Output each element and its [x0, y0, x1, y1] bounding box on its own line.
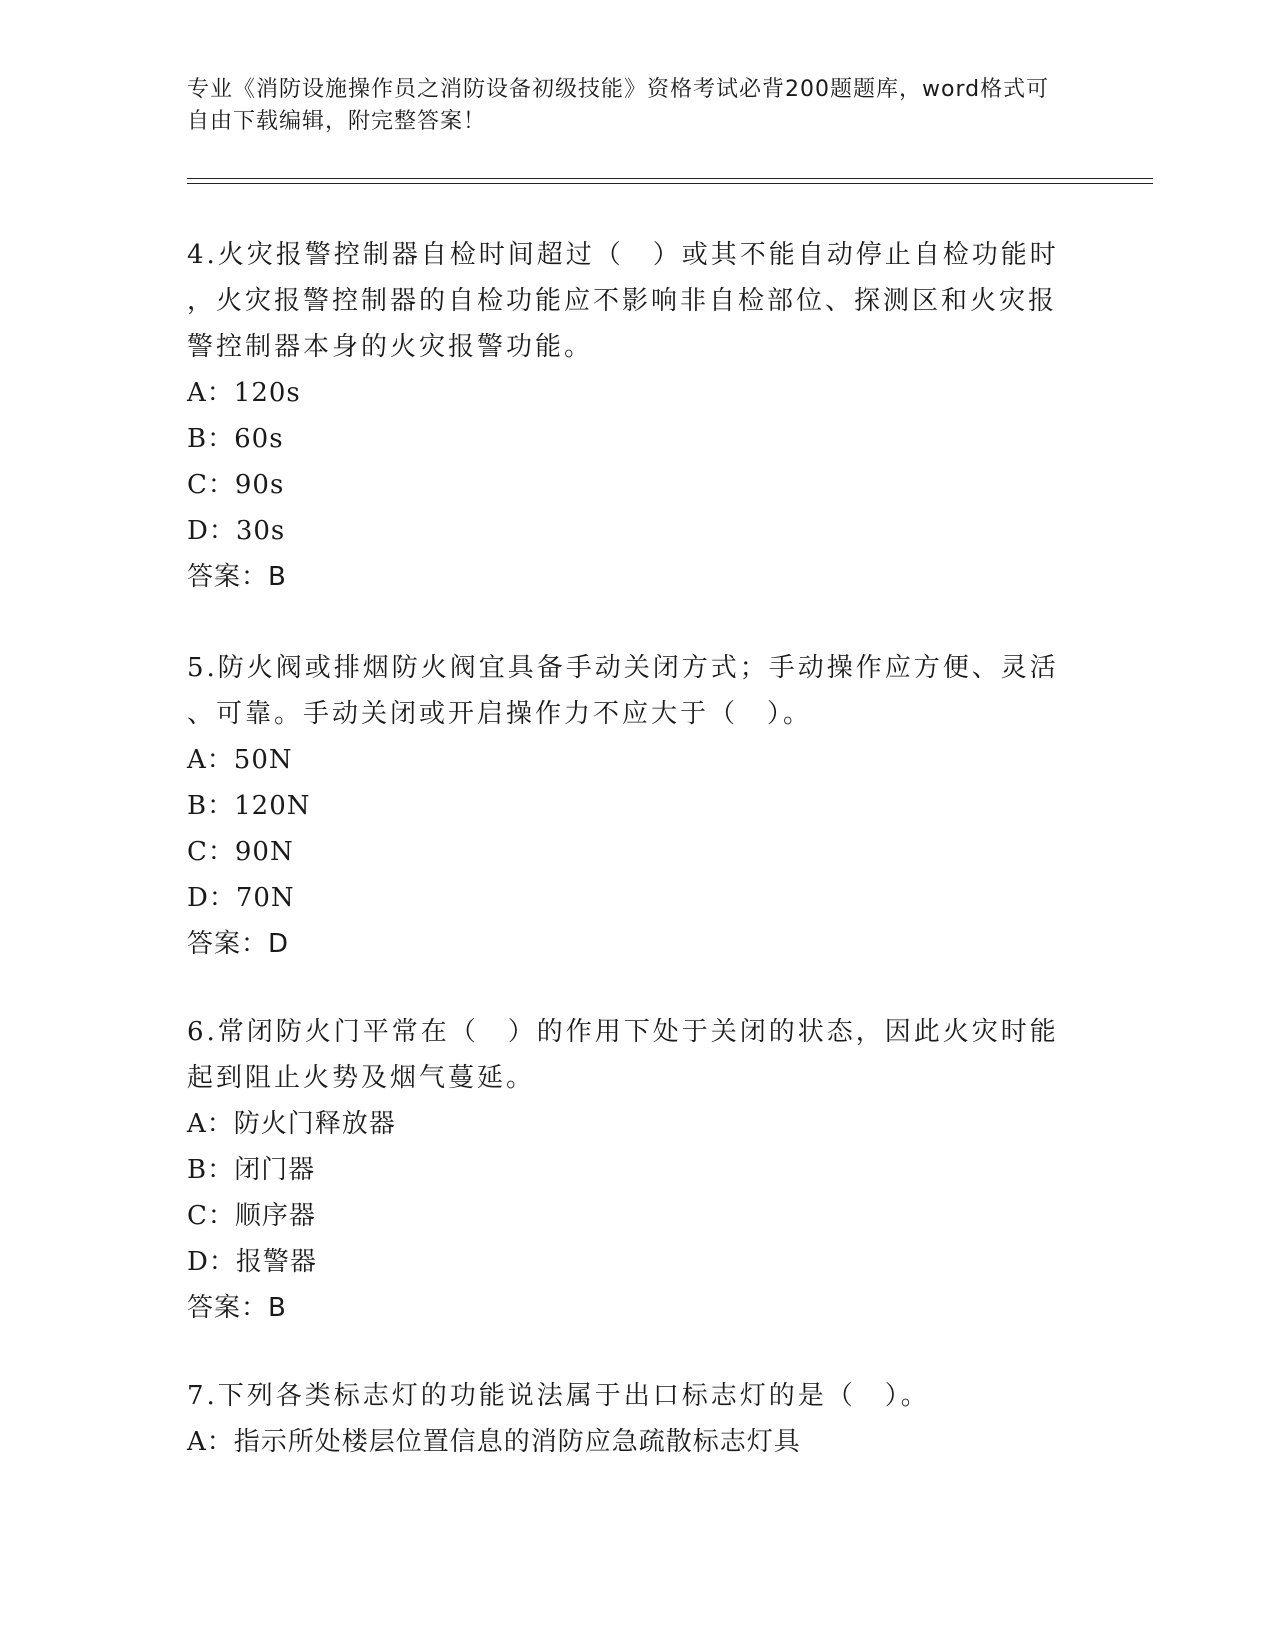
question-stem-line: 6.常闭防火门平常在（ ）的作用下处于关闭的状态，因此火灾时能	[187, 1017, 1059, 1047]
option-d: D：报警器	[187, 1247, 317, 1277]
option-a: A：120s	[187, 378, 301, 408]
option-c: C：顺序器	[187, 1201, 316, 1231]
option-c: C：90N	[187, 837, 294, 867]
header-divider-top	[187, 178, 1153, 179]
option-d: D：30s	[187, 516, 286, 546]
question-5	[187, 645, 1067, 967]
answer: 答案：B	[187, 562, 287, 592]
header-divider-bottom	[187, 183, 1153, 184]
option-b: B：闭门器	[187, 1155, 316, 1185]
question-stem-line: 4.火灾报警控制器自检时间超过（ ）或其不能自动停止自检功能时	[187, 240, 1059, 270]
question-stem-line: 5.防火阀或排烟防火阀宜具备手动关闭方式；手动操作应方便、灵活	[187, 653, 1059, 683]
option-b: B：60s	[187, 424, 284, 454]
answer: 答案：D	[187, 929, 290, 959]
document-header: 专业《消防设施操作员之消防设备初级技能》资格考试必背200题题库，word格式可自由下载编辑，附完整答案！	[187, 77, 1050, 134]
option-b: B：120N	[187, 791, 311, 821]
option-d: D：70N	[187, 883, 295, 913]
question-stem-line: 警控制器本身的火灾报警功能。	[187, 332, 594, 362]
question-4	[187, 232, 1067, 600]
question-stem-line: ，火灾报警控制器的自检功能应不影响非自检部位、探测区和火灾报	[187, 286, 1058, 316]
question-stem-line: 起到阻止火势及烟气蔓延。	[187, 1063, 536, 1093]
option-c: C：90s	[187, 470, 285, 500]
option-a: A：指示所处楼层位置信息的消防应急疏散标志灯具	[187, 1427, 801, 1457]
answer: 答案：B	[187, 1293, 287, 1323]
question-7	[187, 1373, 1067, 1465]
option-a: A：50N	[187, 745, 293, 775]
question-stem-line: 、可靠。手动关闭或开启操作力不应大于（ ）。	[187, 699, 813, 729]
question-stem-line: 7.下列各类标志灯的功能说法属于出口标志灯的是（ ）。	[187, 1381, 930, 1411]
question-6	[187, 1009, 1067, 1331]
option-a: A：防火门释放器	[187, 1109, 396, 1139]
